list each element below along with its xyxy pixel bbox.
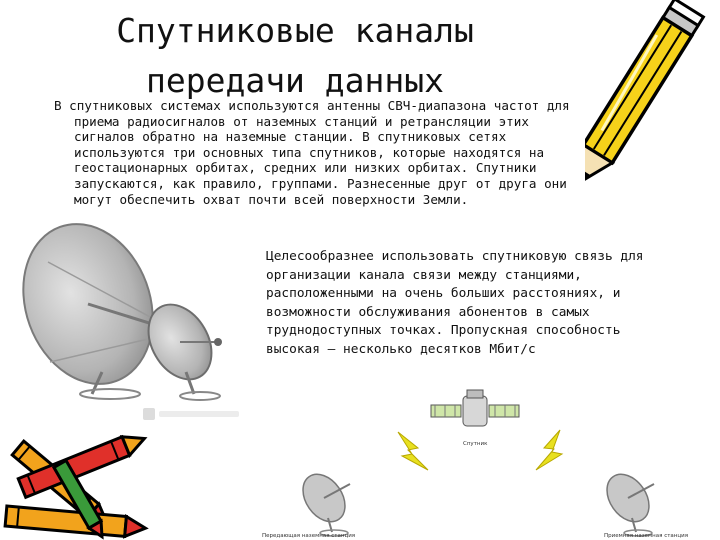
ground-station-right-image — [598, 466, 657, 536]
lightning-icon — [398, 432, 428, 470]
satellite-link-diagram — [258, 388, 698, 540]
satellite-icon — [431, 390, 519, 426]
satellite-dishes-image — [10, 222, 260, 412]
left-station-label: Передающая наземная станция — [262, 533, 356, 539]
watermark-image — [143, 407, 243, 421]
intro-line-5: геостационарных орбитах, средних или низких орбитах. Спутники — [74, 160, 537, 176]
intro-line-1: В спутниковых системах используются антенны СВЧ-диапазона частот для — [54, 98, 570, 113]
right-station-label: Приемная наземная станция — [604, 533, 689, 539]
usage-paragraph — [266, 248, 706, 360]
intro-line-4: используются три основных типа спутников, которые находятся на — [74, 144, 545, 160]
lightning-icon — [536, 430, 562, 470]
page-title — [60, 6, 530, 106]
satellite-label: Спутник — [463, 441, 488, 447]
title-line-2: передачи данных — [145, 61, 444, 100]
title-line-1: Спутниковые каналы — [116, 11, 474, 50]
usage-line-2: организации канала связи между станциями, — [266, 267, 582, 283]
intro-line-7: могут обеспечить охват почти всей поверхности Земли. — [74, 191, 469, 207]
usage-line-4: возможности обслуживания абонентов в самых — [266, 304, 590, 320]
intro-line-2: приема радиосигналов от наземных станций и ретрансляции этих — [74, 113, 529, 129]
intro-line-6: запускаются, как правило, группами. Разнесенные друг от друга они — [74, 175, 567, 191]
crayons-icon — [0, 430, 160, 540]
intro-paragraph — [54, 98, 642, 207]
intro-line-3: сигналов обратно на наземные станции. В спутниковых сетях — [74, 129, 507, 145]
ground-station-left-image — [294, 466, 353, 536]
usage-line-3: расположенными на очень больших расстояниях, и — [266, 286, 621, 302]
usage-line-1: Целесообразнее использовать спутниковую связь для — [266, 249, 644, 264]
usage-line-6: высокая – несколько десятков Мбит/с — [266, 341, 536, 357]
usage-line-5: труднодоступных точках. Пропускная способность — [266, 323, 621, 339]
pencil-icon — [585, 0, 720, 215]
